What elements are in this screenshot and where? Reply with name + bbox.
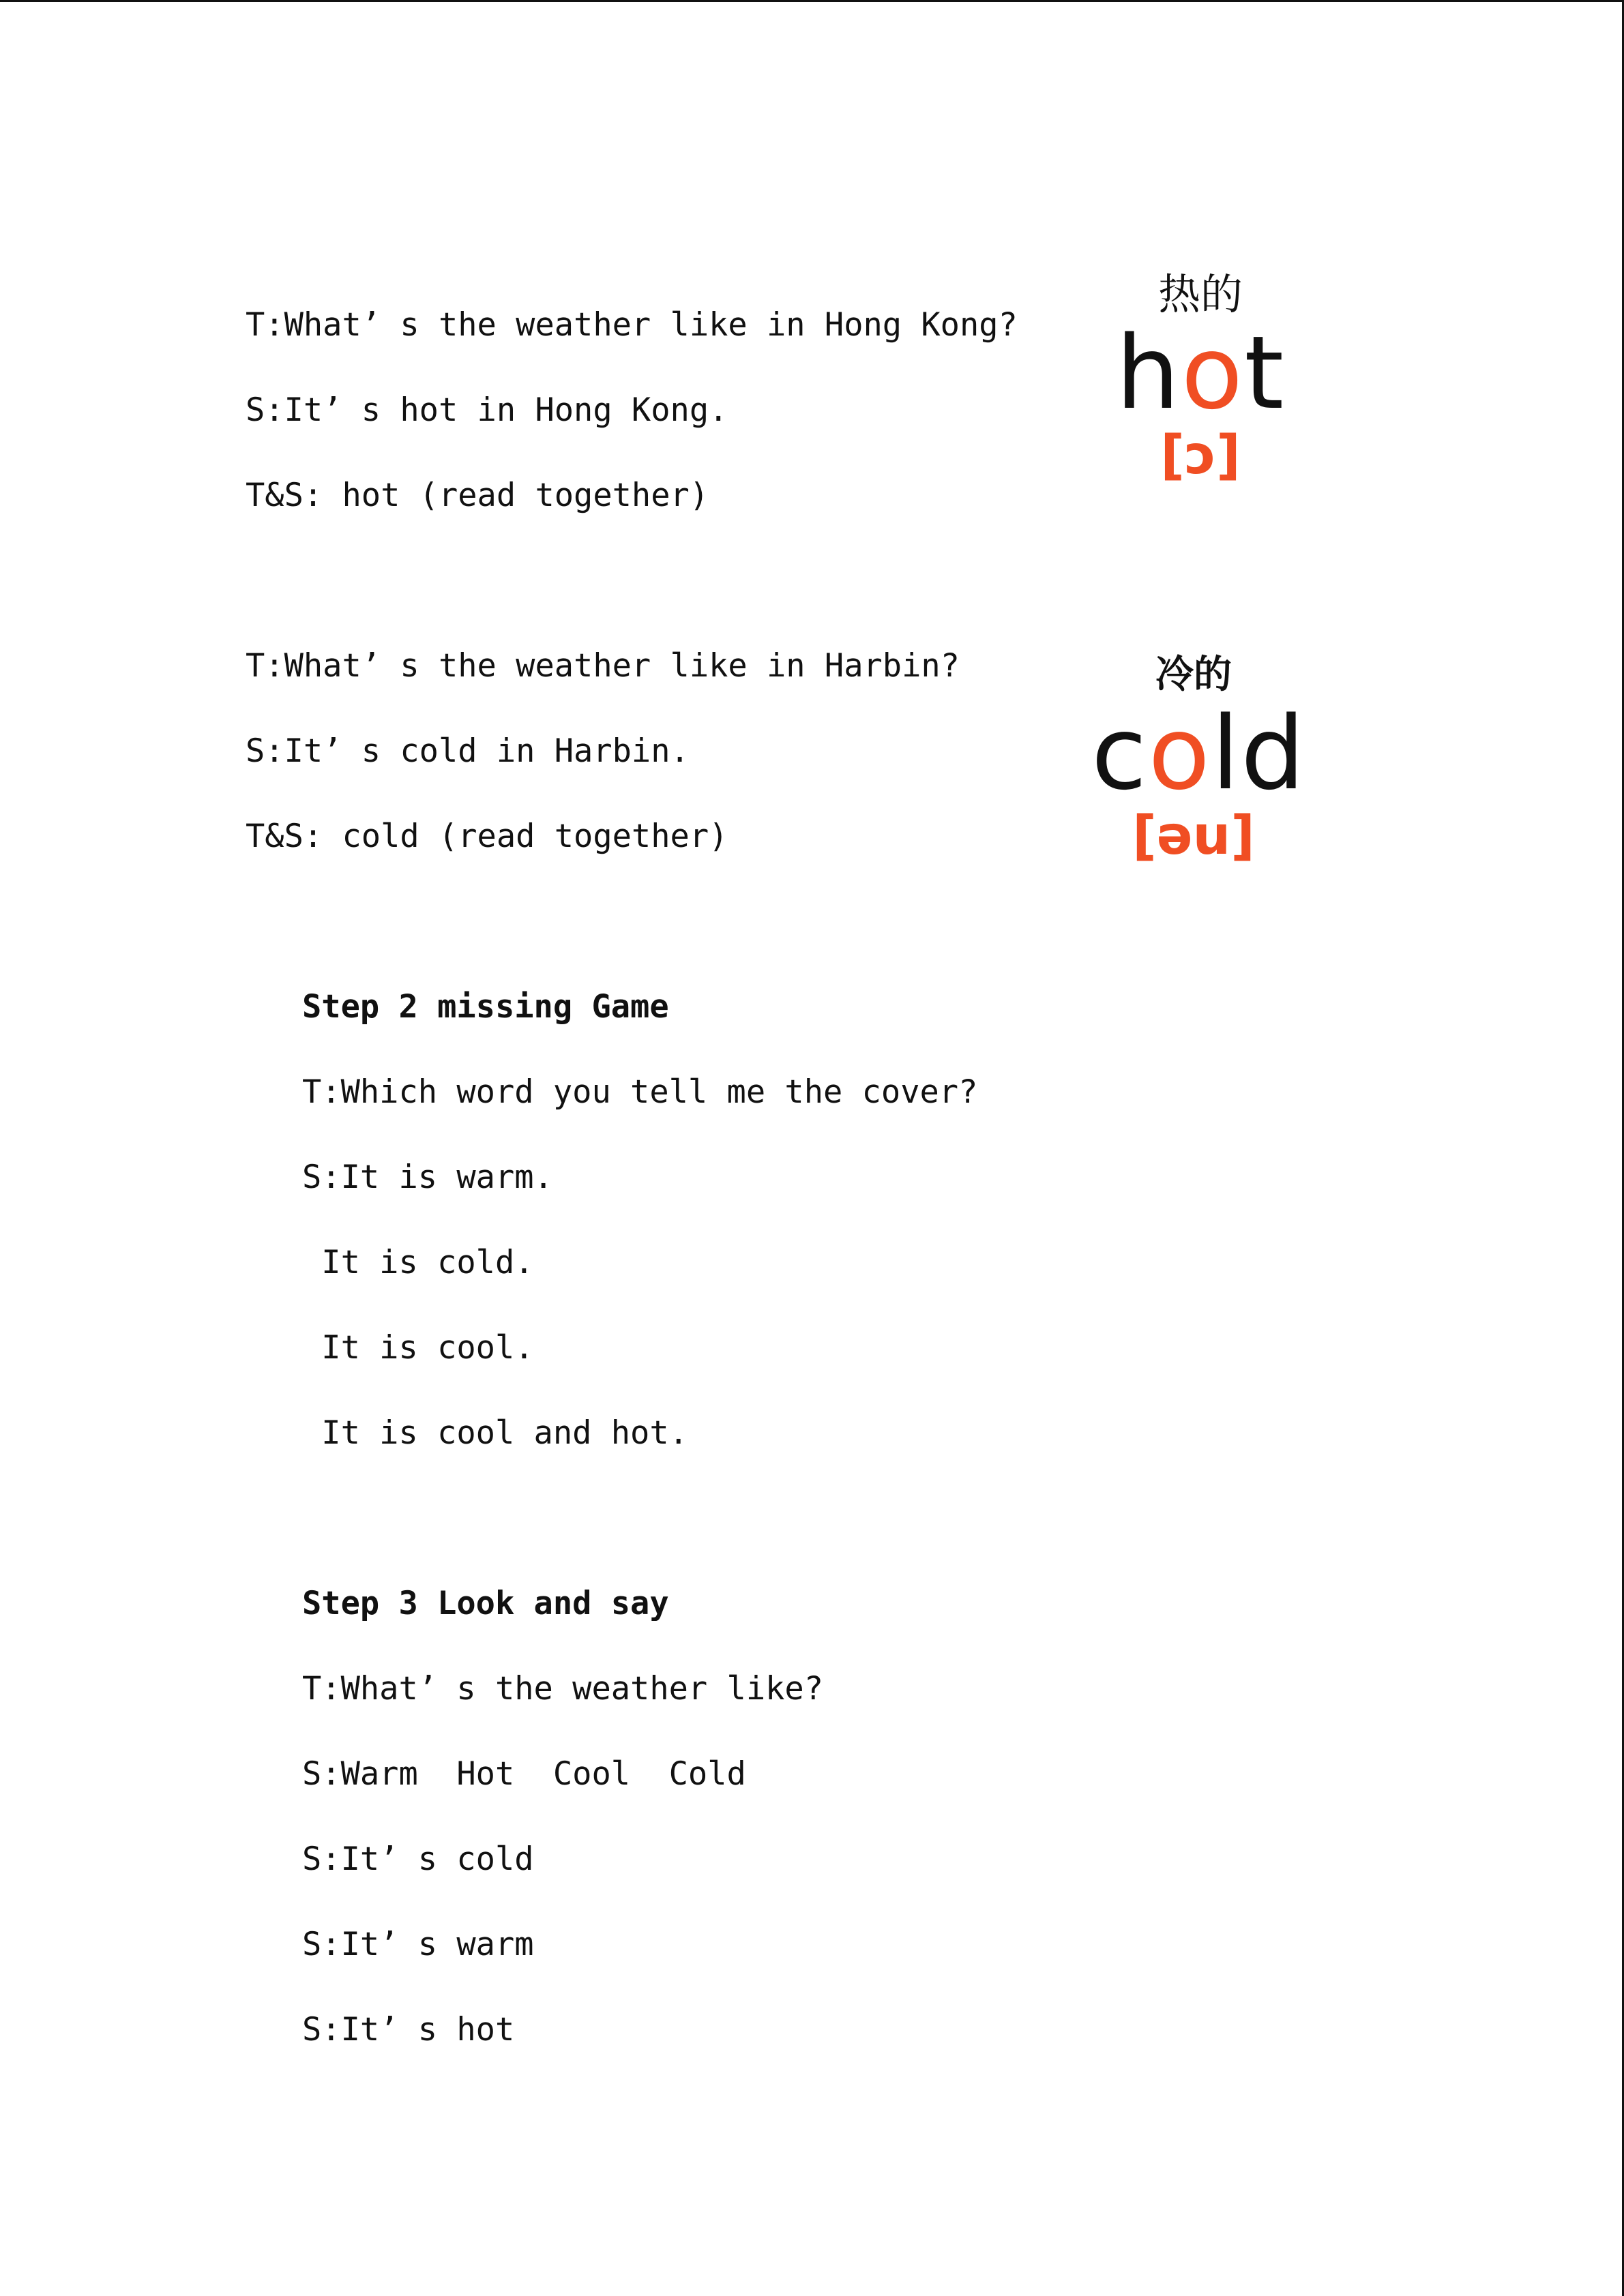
highlighted-vowel: o (1181, 314, 1245, 432)
vocab-word (1091, 695, 1307, 812)
dialogue-line: S:It’ s hot (302, 2011, 515, 2048)
dialogue-line: It is cool and hot. (302, 1414, 688, 1452)
word-part: t (1244, 314, 1286, 432)
step-heading: Step 2 missing Game (302, 988, 669, 1026)
dialogue-line: It is cold. (302, 1244, 534, 1281)
dialogue-line: S:It’ s cold (302, 1840, 534, 1878)
step-heading: Step 3 Look and say (302, 1585, 669, 1622)
dialogue-line: S:It’ s hot in Hong Kong. (246, 391, 728, 429)
dialogue-line: S:It is warm. (302, 1159, 553, 1196)
highlighted-vowel: o (1148, 695, 1211, 812)
vocab-word (1105, 314, 1296, 432)
word-part: c (1091, 695, 1149, 812)
dialogue-line: T&S: hot (read together) (246, 477, 709, 514)
dialogue-line: T&S: cold (read together) (246, 818, 728, 855)
page-border-top (0, 0, 1624, 2)
dialogue-line: T:What’ s the weather like? (302, 1670, 824, 1708)
dialogue-line: S:It’ s warm (302, 1926, 534, 1963)
dialogue-line: T:What’ s the weather like in Harbin? (246, 647, 960, 685)
vocab-card-cold (1091, 648, 1307, 867)
word-part: ld (1211, 695, 1307, 812)
chinese-meaning: 冷的 (1155, 653, 1232, 697)
dialogue-line: T:What’ s the weather like in Hong Kong? (246, 306, 1018, 344)
phonetic-symbol: [ɔ] (1160, 425, 1241, 486)
phonetic-symbol: [əu] (1132, 805, 1255, 867)
dialogue-line: T:Which word you tell me the cover? (302, 1073, 978, 1111)
vocab-card-hot (1105, 267, 1296, 487)
word-part: h (1115, 314, 1181, 432)
dialogue-line: S:Warm Hot Cool Cold (302, 1755, 746, 1793)
chinese-meaning: 热的 (1157, 269, 1243, 319)
dialogue-line: S:It’ s cold in Harbin. (246, 732, 690, 770)
dialogue-line: It is cool. (302, 1329, 534, 1367)
